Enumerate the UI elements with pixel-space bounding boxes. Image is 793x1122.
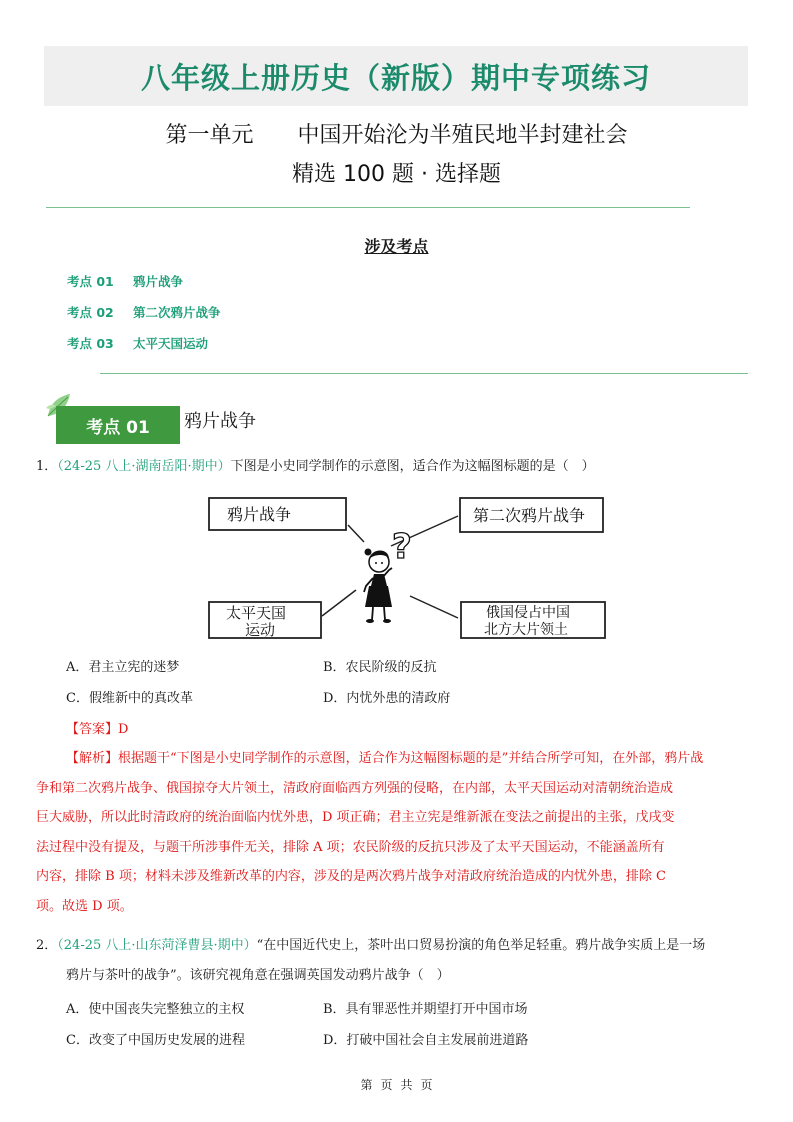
analysis-line: 【解析】根据题干“下图是小史同学制作的示意图，适合作为这幅图标题的是”并结合所学可知，在外部，鸦片战 [66, 751, 704, 766]
analysis-line: 法过程中没有提及，与题干所涉事件无关，排除 A 项；农民阶级的反抗只涉及了太平天国运动，不能涵盖所有 [36, 839, 665, 855]
analysis [36, 744, 752, 921]
footer-part: 页 [380, 1078, 393, 1092]
diagram-label: 太平天国 [226, 604, 287, 622]
divider [46, 207, 690, 208]
diagram-label: 鸦片战争 [227, 505, 292, 524]
thinking-girl-icon [364, 527, 412, 623]
diagram-label: 北方大片领土 [484, 622, 568, 638]
answer: 【答案】D [66, 722, 129, 737]
topic-row [67, 272, 183, 290]
option-a: A．使中国丧失完整独立的主权 [66, 1002, 245, 1017]
footer-part: 第 [360, 1078, 373, 1092]
option-d: D．打破中国社会自主发展前进道路 [323, 1033, 529, 1048]
concept-diagram [196, 486, 616, 646]
question-2-stem-cont: 鸦片与茶叶的战争”。该研究视角意在强调英国发动鸦片战争（ ） [66, 968, 450, 983]
page-footer [0, 1076, 793, 1093]
section-title: 鸦片战争 [184, 411, 256, 432]
option-c: C．改变了中国历史发展的进程 [66, 1033, 245, 1048]
question-1-stem [36, 452, 752, 481]
option-d: D．内忧外患的清政府 [323, 691, 451, 706]
question-text: 下图是小史同学制作的示意图，适合作为这幅图标题的是（ ） [230, 459, 595, 474]
topics-heading: 涉及考点 [364, 237, 429, 256]
question-source: （24-25 八上·湖南岳阳·期中） [57, 459, 231, 474]
sub-title: 精选 100 题 · 选择题 [292, 162, 501, 187]
diagram-label: 俄国侵占中国 [486, 605, 570, 621]
analysis-line: 巨大威胁，所以此时清政府的统治面临内忧外患，D 项正确；君主立宪是维新派在变法之前提出的主张，戊戌变 [36, 810, 675, 825]
topic-code: 考点 03 [67, 336, 114, 351]
question-number: 2． [36, 938, 58, 953]
title-banner [44, 46, 748, 106]
section-badge: 考点 01 [56, 406, 180, 444]
unit-title: 第一单元 中国开始沦为半殖民地半封建社会 [165, 123, 628, 148]
divider [100, 373, 748, 374]
topic-name: 太平天国运动 [133, 336, 209, 351]
question-number: 1． [36, 459, 58, 474]
question-2-stem [36, 931, 752, 960]
connector-line [410, 596, 458, 618]
topic-code: 考点 02 [67, 305, 114, 320]
footer-part: 共 [400, 1078, 413, 1092]
connector-line [348, 525, 364, 542]
option-b: B．具有罪恶性并期望打开中国市场 [323, 1002, 528, 1017]
diagram-label: 运动 [245, 621, 276, 639]
topic-row [67, 303, 221, 321]
diagram-label: 第二次鸦片战争 [473, 506, 586, 525]
analysis-line: 争和第二次鸦片战争、俄国掠夺大片领土，清政府面临西方列强的侵略，在内部，太平天国运动对清朝统治造成 [36, 780, 674, 796]
connector-line [322, 590, 356, 616]
option-b: B．农民阶级的反抗 [323, 660, 437, 675]
analysis-line: 项。故选 D 项。 [36, 898, 133, 914]
topic-name: 第二次鸦片战争 [133, 305, 221, 320]
option-c: C．假维新中的真改革 [66, 691, 193, 706]
question-source: （24-25 八上·山东菏泽曹县·期中） [57, 938, 257, 953]
topic-row [67, 334, 208, 352]
footer-part: 页 [420, 1078, 433, 1092]
topic-name: 鸦片战争 [133, 274, 184, 289]
analysis-line: 内容，排除 B 项；材料未涉及维新改革的内容，涉及的是两次鸦片战争对清政府统治造成的内忧外患，排除 C [36, 869, 666, 884]
topic-code: 考点 01 [67, 274, 114, 289]
question-text: “在中国近代史上，茶叶出口贸易扮演的角色举足轻重。鸦片战争实质上是一场 [256, 938, 706, 953]
option-a: A．君主立宪的迷梦 [66, 660, 180, 675]
page-title: 八年级上册历史（新版）期中专项练习 [140, 60, 651, 95]
question-mark: ? [392, 527, 412, 567]
